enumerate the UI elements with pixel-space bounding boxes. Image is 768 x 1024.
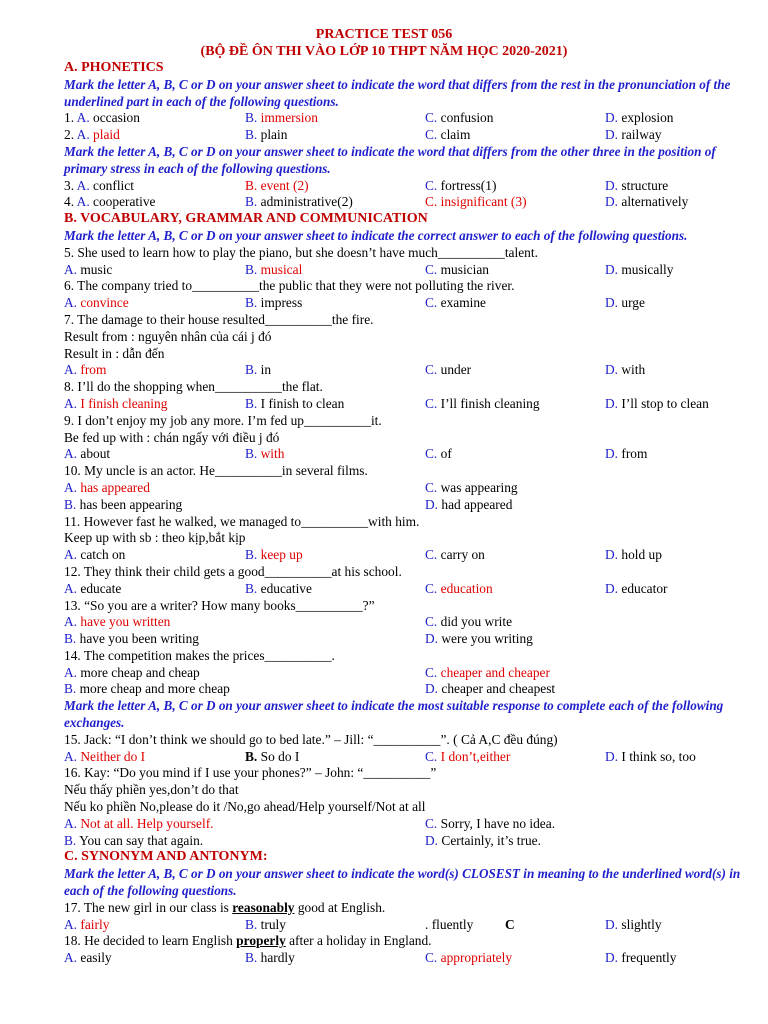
question-6-stem: 6. The company tried to__________the public that they were not polluting the river. [64, 278, 515, 294]
instruction-c1: Mark the letter A, B, C or D on your answer sheet to indicate the word(s) CLOSEST in meaning to the underlined word(s) in each of the following questions. [64, 866, 741, 899]
question-13-stem: 13. “So you are a writer? How many books__________?” [64, 597, 375, 613]
question-11-stem: 11. However fast he walked, we managed to__________with him. [64, 513, 420, 529]
question-9-stem: 9. I don’t enjoy my job any more. I’m fed up__________it. [64, 412, 382, 428]
question-7-note-1: Result from : nguyên nhân của cái j đó [64, 328, 272, 344]
question-15-stem: 15. Jack: “I don’t think we should go to bed late.” – Jill: “__________”. ( Cả A,C đều đúng) [64, 731, 558, 747]
question-14-stem: 14. The competition makes the prices__________. [64, 647, 335, 663]
question-11-note: Keep up with sb : theo kịp,bắt kịp [64, 530, 246, 546]
question-17-options: A. fairly B. truly . fluently C D. slightly [64, 916, 662, 932]
question-14-options-bd: B. more cheap and more cheap D. cheaper and cheapest [64, 681, 556, 697]
question-10-options-ac: A. has appeared C. was appearing [64, 479, 518, 495]
section-c-heading: C. SYNONYM AND ANTONYM: [64, 849, 268, 865]
question-1: 1. A. occasion B. immersion C. confusion D. explosion [64, 110, 674, 126]
question-12-stem: 12. They think their child gets a good__________at his school. [64, 563, 402, 579]
question-18-stem: 18. He decided to learn English properly after a holiday in England. [64, 933, 432, 949]
question-6-options: A. convince B. impress C. examine D. urge [64, 295, 645, 311]
question-12-options: A. educate B. educative C. education D. educator [64, 580, 668, 596]
test-title: PRACTICE TEST 056 [315, 27, 453, 42]
question-5-stem: 5. She used to learn how to play the piano, but she doesn’t have much__________talent. [64, 244, 538, 260]
instruction-b1: Mark the letter A, B, C or D on your answer sheet to indicate the correct answer to each of the following questions. [64, 227, 688, 243]
question-13-options-bd: B. have you been writing D. were you writing [64, 631, 533, 647]
instruction-b2: Mark the letter A, B, C or D on your answer sheet to indicate the most suitable response to complete each of the following exchanges. [64, 698, 724, 731]
question-7-note-2: Result in : dẫn đến [64, 345, 165, 361]
question-14-options-ac: A. more cheap and cheap C. cheaper and cheaper [64, 664, 550, 680]
question-13-options-ac: A. have you written C. did you write [64, 614, 513, 630]
question-16-note-2: Nếu ko phiền No,please do it /No,go ahead/Help yourself/Not at all [64, 799, 426, 815]
section-a-heading: A. PHONETICS [64, 60, 164, 75]
question-2: 2. A. plaid B. plain C. claim D. railway [64, 127, 662, 143]
test-subtitle: (BỘ ĐỀ ÔN THI VÀO LỚP 10 THPT NĂM HỌC 2020-2021) [200, 44, 568, 59]
question-9-options: A. about B. with C. of D. from [64, 446, 648, 462]
question-16-note-1: Nếu thấy phiền yes,don’t do that [64, 782, 239, 798]
question-8-options: A. I finish cleaning B. I finish to clean C. I’ll finish cleaning D. I’ll stop to clean [64, 395, 709, 411]
question-16-stem: 16. Kay: “Do you mind if I use your phones?” – John: “__________” [64, 765, 437, 781]
question-8-stem: 8. I’ll do the shopping when__________the flat. [64, 379, 323, 395]
question-17-stem: 17. The new girl in our class is reasonably good at English. [64, 899, 386, 915]
question-16-options-bd: B. You can say that again. D. Certainly, it’s true. [64, 832, 541, 848]
instruction-a2: Mark the letter A, B, C or D on your answer sheet to indicate the word that differs from the other three in the position of primary stress in each of the following questions. [64, 143, 716, 176]
instruction-a1: Mark the letter A, B, C or D on your answer sheet to indicate the word that differs from the rest in the pronunciation of the underlined part in each of the following questions. [64, 76, 731, 109]
question-9-note: Be fed up with : chán ngấy với điều j đó [64, 429, 280, 445]
question-7-options: A. from B. in C. under D. with [64, 362, 646, 378]
question-10-options-bd: B. has been appearing D. had appeared [64, 496, 513, 512]
section-b-heading: B. VOCABULARY, GRAMMAR AND COMMUNICATION [64, 211, 428, 227]
question-16-options-ac: A. Not at all. Help yourself. C. Sorry, I have no idea. [64, 815, 556, 831]
question-10-stem: 10. My uncle is an actor. He__________in several films. [64, 463, 368, 479]
question-15-options: A. Neither do I B. So do I C. I don’t,either D. I think so, too [64, 748, 696, 764]
question-18-options: A. easily B. hardly C. appropriately D. frequently [64, 950, 677, 966]
question-3: 3. A. conflict B. event (2) C. fortress(1) D. structure [64, 177, 669, 193]
question-5-options: A. music B. musical C. musician D. musically [64, 261, 674, 277]
question-4: 4. A. cooperative B. administrative(2) C. insignificant (3) D. alternatively [64, 194, 689, 210]
question-11-options: A. catch on B. keep up C. carry on D. hold up [64, 547, 662, 563]
question-7-stem: 7. The damage to their house resulted__________the fire. [64, 311, 374, 327]
